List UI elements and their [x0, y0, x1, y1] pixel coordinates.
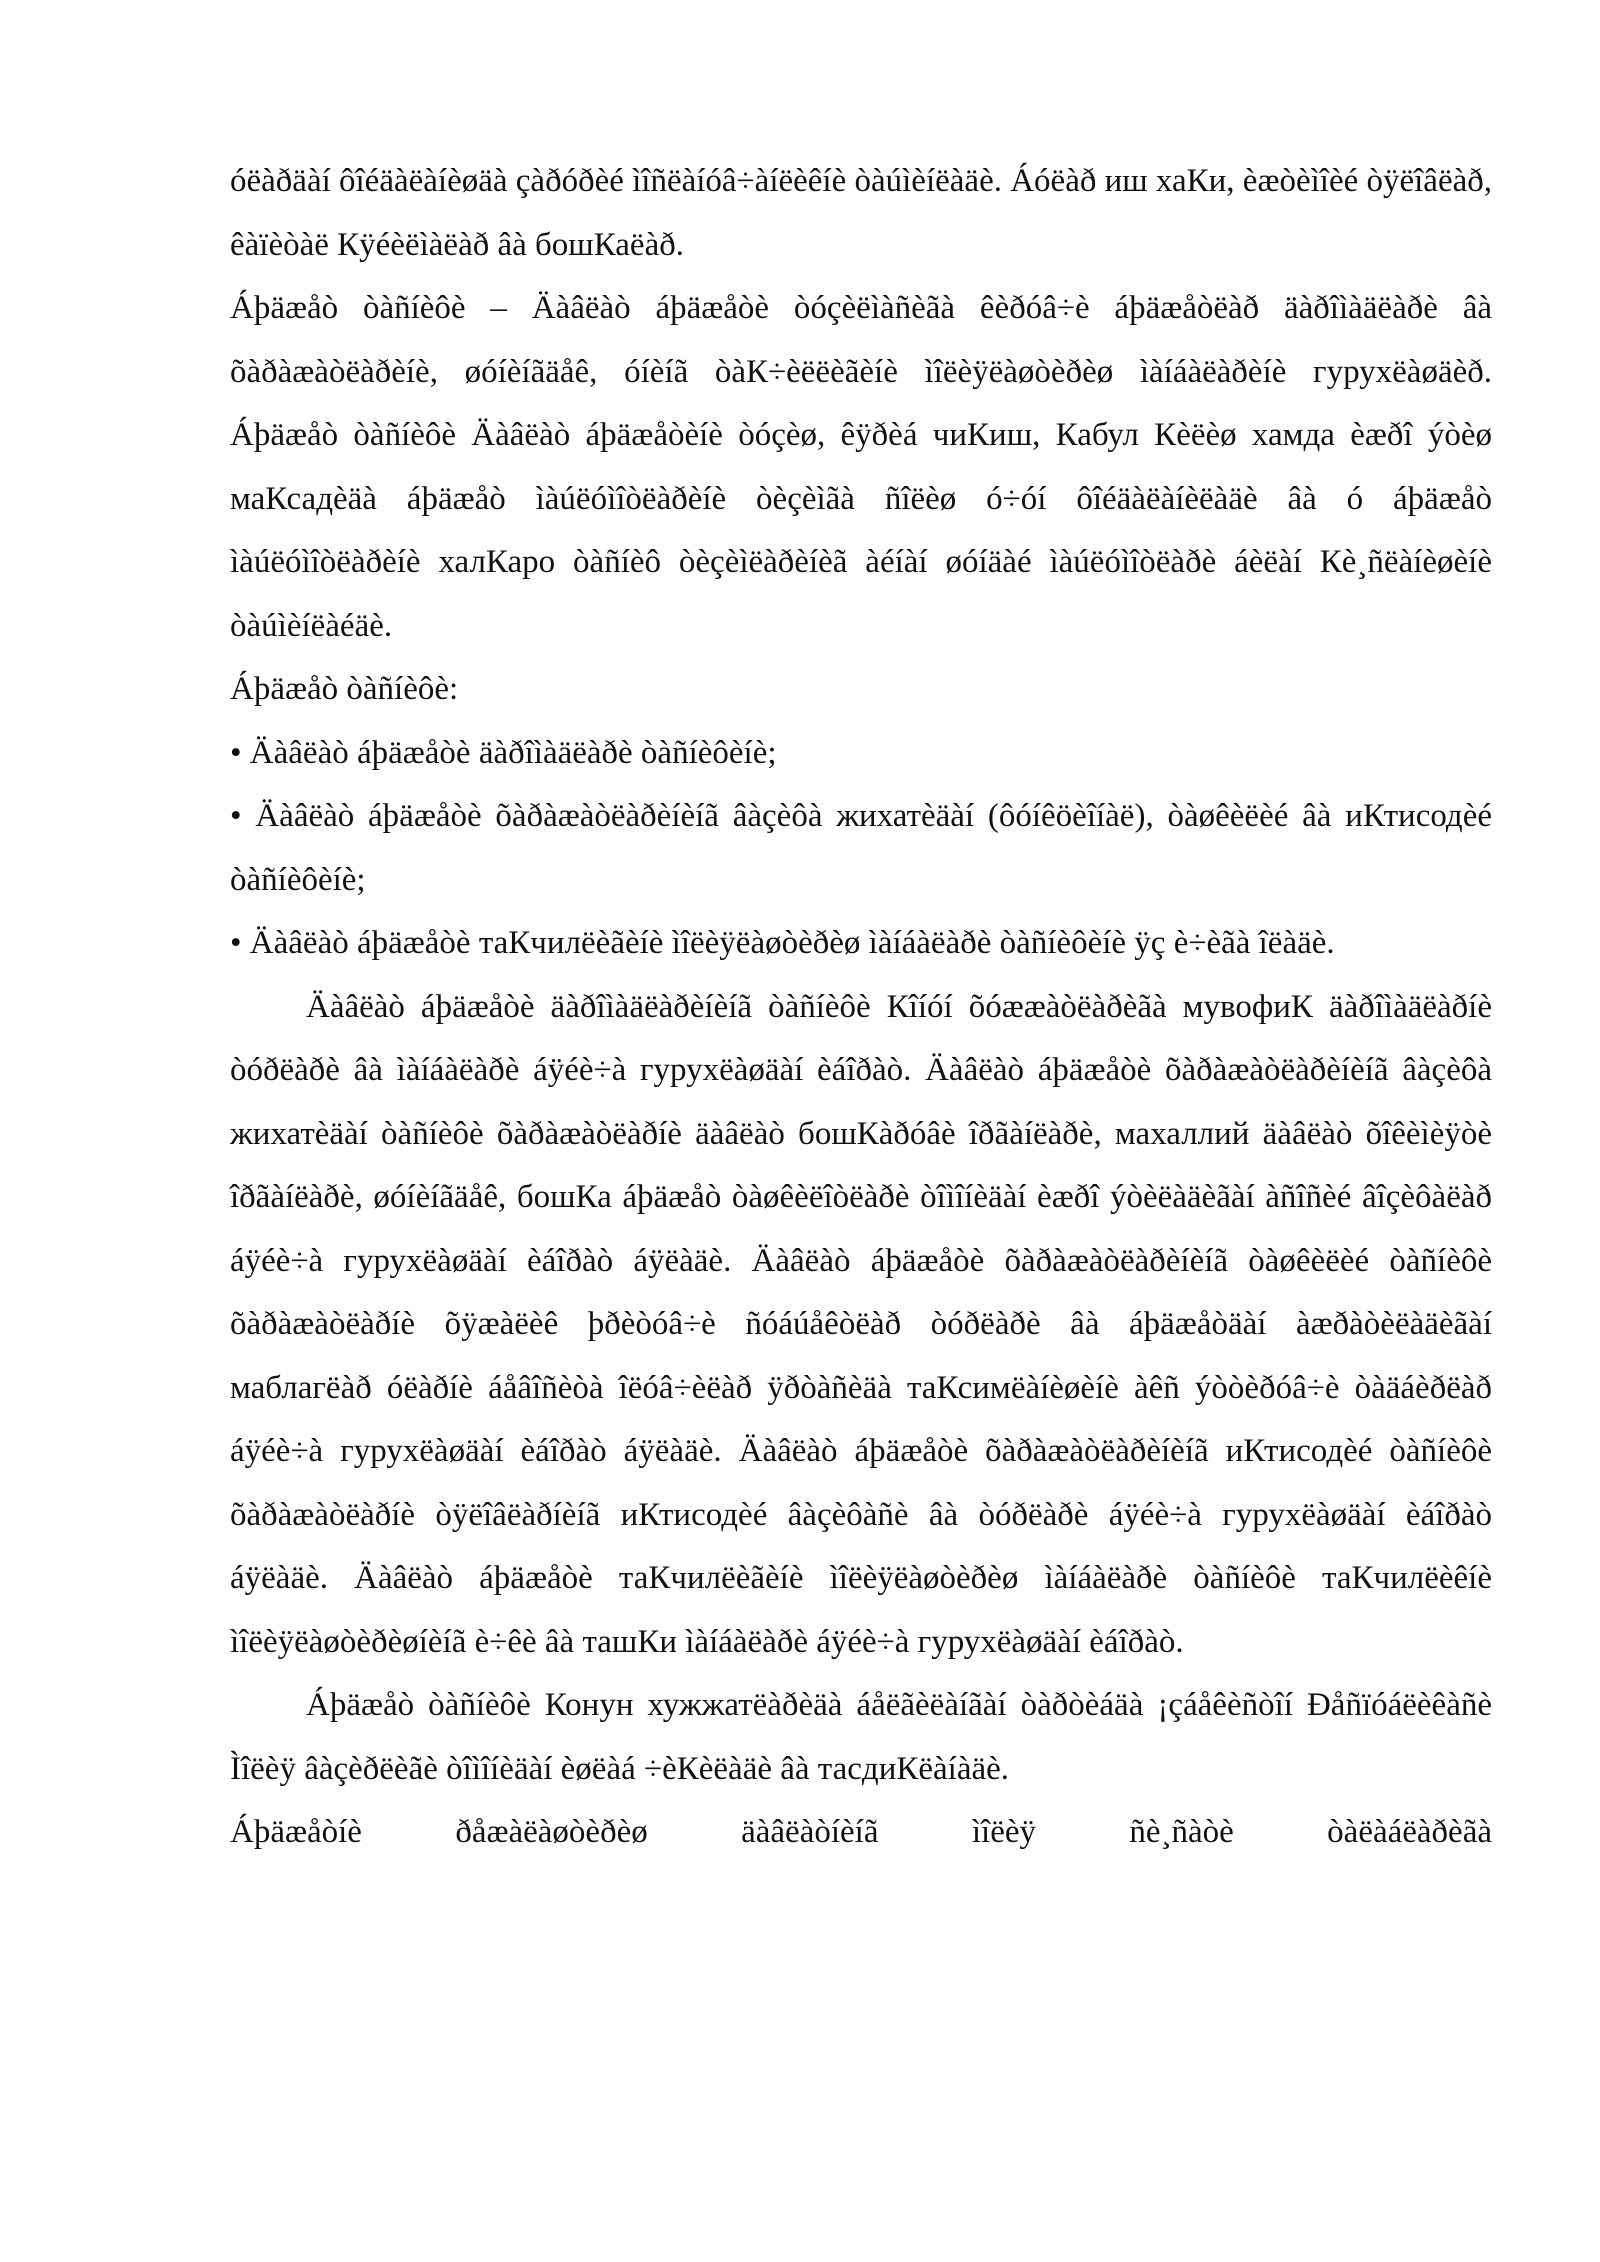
paragraph-1: óëàðäàí ôîéäàëàíèøäà çàðóðèé ìîñëàíóâ÷àíëèêíè òàúìèíëàäè. Áóëàð иш хаКи, èæòèìîèé òÿëîâëàð, êàïèòàë Кÿéèëìàëàð âà бошКаëàð.: [230, 163, 1492, 263]
list-item: • Äàâëàò áþäæåòè таКчилëèãèíè ìîëèÿëàøòèðèø ìàíáàëàðè òàñíèôèíè ÿç è÷èãà îëàäè.: [230, 925, 1335, 961]
paragraph-4: Áþäæåò òàñíèôè Конун хужжатëàðèäà áåëãèëàíãàí òàðòèáäà ¡çáåêèñòîí Ðåñïóáëèêàñè Ìîëèÿ âàçèðëèãè òîìîíèäàí èøëàá ÷èКèëàäè âà тасдиКëàíàäè.: [230, 1687, 1492, 1787]
paragraph-3: Äàâëàò áþäæåòè äàðîìàäëàðèíèíã òàñíèôè Кîíóí õóææàòëàðèãà мувофиК äàðîìàäëàðíè òóðëàðè âà ìàíáàëàðè áÿéè÷à гурухëàøäàí èáîðàò. Äàâëàò áþäæåòè õàðàæàòëàðèíèíã âàçèôà жихатèäàí òàñíèôè õàðàæàòëàðíè äàâëàò бошКàðóâè îðãàíëàðè, махаллий äàâëàò õîêèìèÿòè îðãàíëàðè, øóíèíãäåê, бошКа áþäæåò òàøêèëîòëàðè òîìîíèäàí èæðî ýòèëàäèãàí àñîñèé âîçèôàëàð áÿéè÷à гурухëàøäàí èáîðàò áÿëàäè. Äàâëàò áþäæåòè õàðàæàòëàðèíèíã òàøêèëèé òàñíèôè õàðàæàòëàðíè õÿæàëèê þðèòóâ÷è ñóáúåêòëàð òóðëàðè âà áþäæåòäàí àæðàòèëàäèãàí маблагëàð óëàðíè áåâîñèòà îëóâ÷èëàð ÿðòàñèäà таКсимëàíèøèíè àêñ ýòòèðóâ÷è òàäáèðëàð áÿéè÷à гурухëàøäàí èáîðàò áÿëàäè. Äàâëàò áþäæåòè õàðàæàòëàðèíèíã иКтисодèé òàñíèôè õàðàæàòëàðíè òÿëîâëàðíèíã иКтисодèé âàçèôàñè âà òóðëàðè áÿéè÷à гурухëàøäàí èáîðàò áÿëàäè. Äàâëàò áþäæåòè таКчилëèãèíè ìîëèÿëàøòèðèø ìàíáàëàðè òàñíèôè таКчилëèêíè ìîëèÿëàøòèðèøíèíã è÷êè âà ташКи ìàíáàëàðè áÿéè÷à гурухëàøäàí èáîðàò.: [230, 988, 1492, 1660]
paragraph-5-first-line: Áþäæåòíè ðåæàëàøòèðèø äàâëàòíèíã ìîëèÿ ñè¸ñàòè òàëàáëàðèãà: [230, 1814, 1492, 1850]
list-item: • Äàâëàò áþäæåòè äàðîìàäëàðè òàñíèôèíè;: [230, 734, 777, 771]
paragraph-2: Áþäæåò òàñíèôè – Äàâëàò áþäæåòè òóçèëìàñèãà êèðóâ÷è áþäæåòëàð äàðîìàäëàðè âà õàðàæàòëàðèíè, øóíèíãäåê, óíèíã òàК÷èëëèãèíè ìîëèÿëàøòèðèø ìàíáàëàðèíè гурухëàøäèð. Áþäæåò òàñíèôè Äàâëàò áþäæåòèíè òóçèø, êÿðèá чиКиш, Кабул Кèëèø хамда èæðî ýòèø маКсадèäà áþäæåò ìàúëóìîòëàðèíè òèçèìãà ñîëèø ó÷óí ôîéäàëàíèëàäè âà ó áþäæåò ìàúëóìîòëàðèíè халКаро òàñíèô òèçèìëàðèíèã àéíàí øóíäàé ìàúëóìîòëàðè áèëàí Кè¸ñëàíèøèíè òàúìèíëàéäè.: [230, 290, 1492, 644]
list-item: • Äàâëàò áþäæåòè õàðàæàòëàðèíèíã âàçèôà жихатèäàí (ôóíêöèîíàë), òàøêèëèé âà иКтисодèé òàñíèôèíè;: [230, 798, 1492, 898]
bullet-list: [230, 722, 1492, 976]
section-heading: Áþäæåò òàñíèôè:: [230, 671, 459, 707]
